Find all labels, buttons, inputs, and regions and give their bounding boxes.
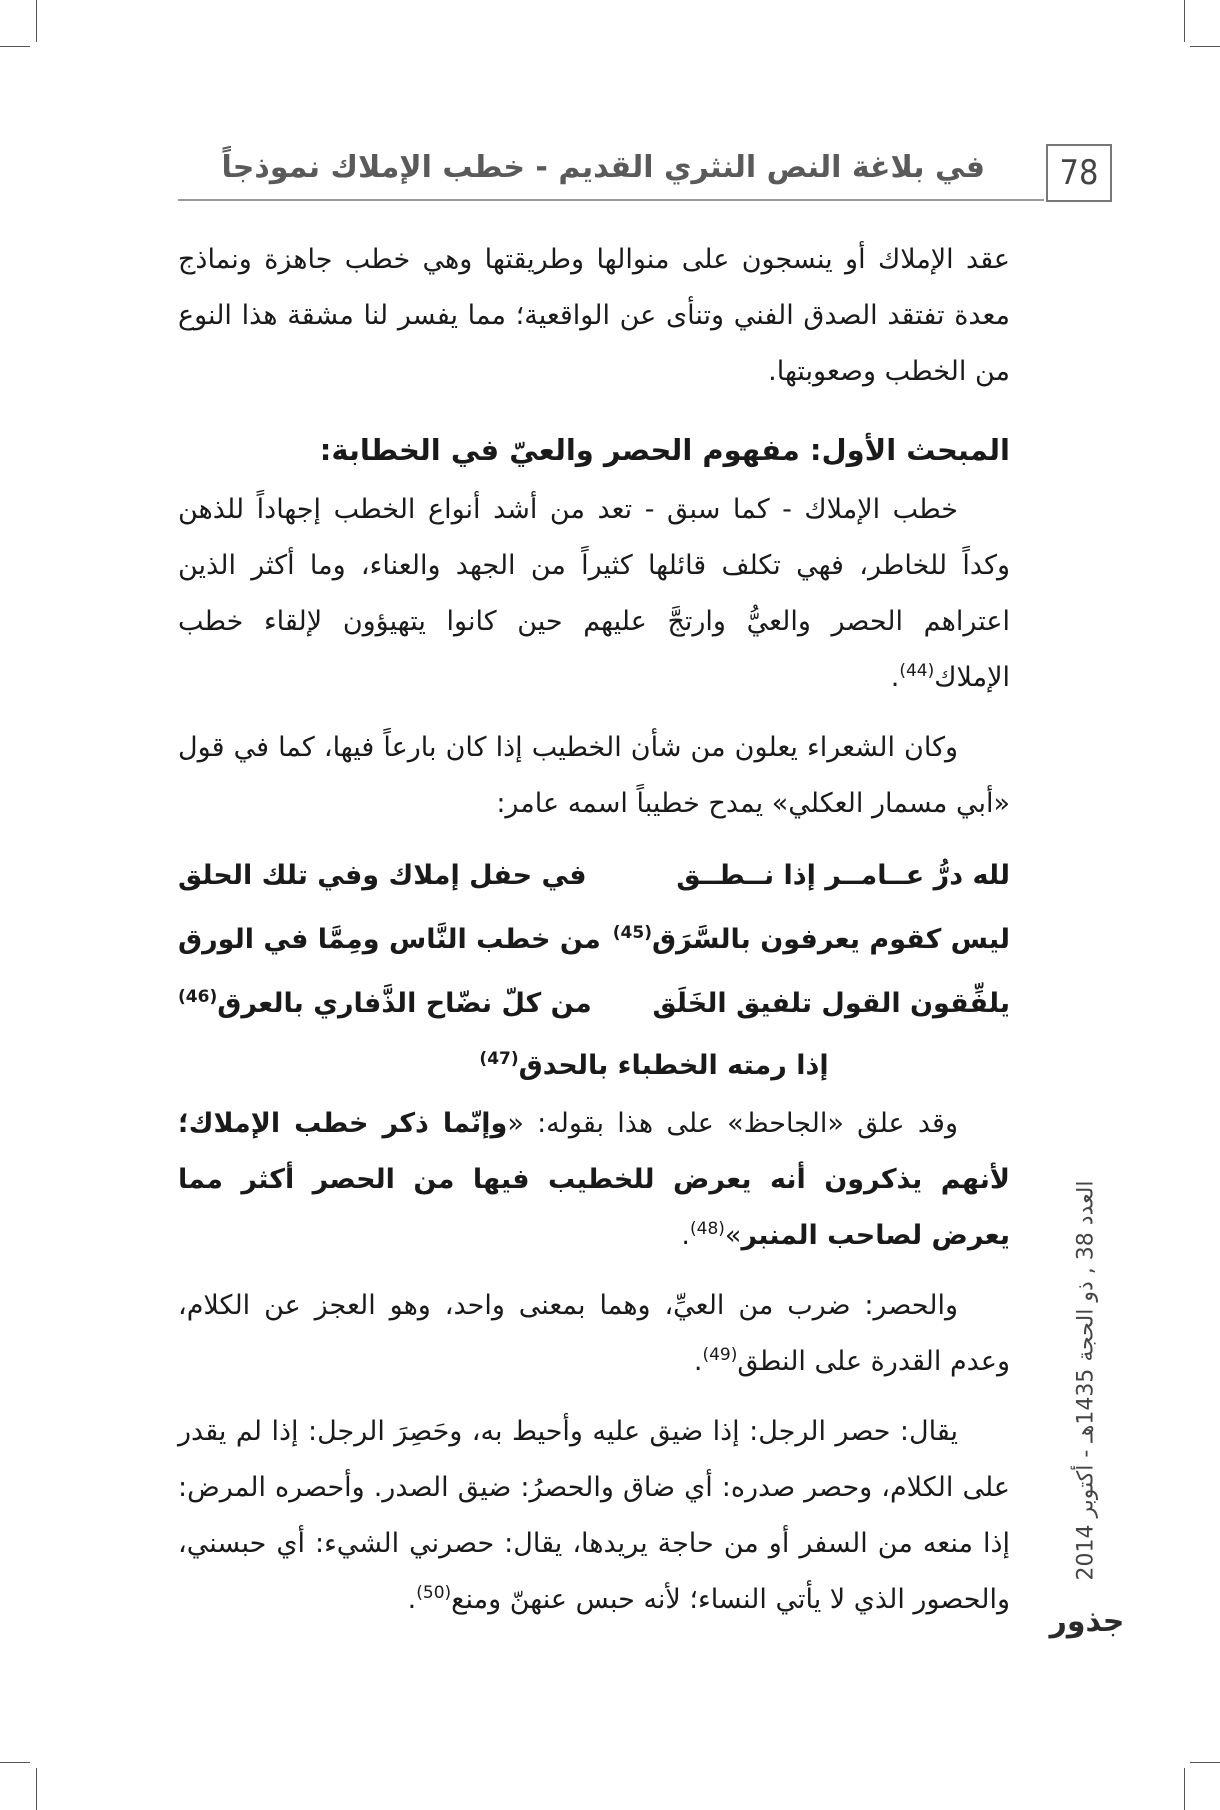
article-body xyxy=(178,232,1010,1628)
footnote-ref-49: (49) xyxy=(702,1345,738,1365)
page-number xyxy=(1046,144,1112,202)
paragraph-3-text: وكان الشعراء يعلون من شأن الخطيب إذا كان بارعاً فيها، كما في قول «أبي مسمار العكلي» يمدح خطيباً اسمه عامر: xyxy=(178,732,1010,819)
verse-hemistich: إذا رمته الخطباء بالحدق xyxy=(518,1050,829,1081)
paragraph-4-intro: وقد علق «الجاحظ» على هذا بقوله: « xyxy=(507,1108,958,1139)
period: . xyxy=(681,1220,690,1251)
verse-hemistich: لله درُّ عــامــر إذا نــطــق xyxy=(676,860,1010,891)
running-header: في بلاغة النص النثري القديم - خطب الإملاك نموذجاً xyxy=(221,150,985,185)
paragraph-2 xyxy=(178,482,1010,706)
issue-caption-text: العدد 38 , ذو الحجة 1435هـ - أكتوبر 2014 xyxy=(1073,1179,1099,1581)
quotation-bold: وإنّما ذكر خطب الإملاك؛ لأنهم يذكرون أنه يعرض للخطيب فيها من الحصر أكثر مما يعرض لصاحب المنبر xyxy=(178,1108,1010,1251)
footnote-ref-48: (48) xyxy=(689,1219,725,1239)
footnote-ref-47: (47) xyxy=(479,1049,519,1069)
verse-hemistich xyxy=(613,908,1010,972)
issue-caption xyxy=(1066,1120,1106,1640)
period: . xyxy=(890,662,900,693)
paragraph-4 xyxy=(178,1096,1010,1264)
crop-mark xyxy=(1190,46,1220,47)
verse-hemistich xyxy=(178,972,592,1036)
verse-line-2 xyxy=(178,908,1010,972)
section-heading: المبحث الأول: مفهوم الحصر والعيّ في الخطابة: xyxy=(319,433,1010,467)
paragraph-5 xyxy=(178,1278,1010,1390)
footnote-ref-44: (44) xyxy=(899,661,935,681)
crop-mark xyxy=(1184,0,1185,42)
header-rule xyxy=(178,199,1044,201)
verse-hemistich: في حفل إملاك وفي تلك الحلق xyxy=(178,860,587,891)
paragraph-1-text: عقد الإملاك أو ينسجون على منوالها وطريقتها وهي خطب جاهزة ونماذج معدة تفتقد الصدق الفني وتنأى عن الواقعية؛ مما يفسر لنا مشقة هذا النوع من الخطب وصعوبتها. xyxy=(178,244,1010,387)
period: . xyxy=(407,1584,417,1615)
verse-hemistich-text: من كلّ نضّاح الذَّفاري بالعرق xyxy=(217,988,592,1019)
crop-mark xyxy=(1184,1768,1185,1810)
poem xyxy=(178,844,1010,1096)
quote-close: » xyxy=(724,1220,742,1251)
paragraph-1 xyxy=(178,232,1010,400)
verse-line-3 xyxy=(178,972,1010,1036)
crop-mark xyxy=(36,1768,37,1810)
verse-hemistich-text: ليس كقوم يعرفون بالسَّرَق xyxy=(651,924,1010,955)
footnote-ref-45: (45) xyxy=(612,923,652,943)
verse-line-1 xyxy=(178,844,1010,908)
paragraph-6 xyxy=(178,1404,1010,1628)
paragraph-2-text: خطب الإملاك - كما سبق - تعد من أشد أنواع الخطب إجهاداً للذهن وكداً للخاطر، فهي تكلف قائلها كثيراً من الجهد والعناء، وما أكثر الذين اعتراهم الحصر والعيُّ وارتجَّ عليهم حين كانوا يتهيؤون لإلقاء خطب الإملاك xyxy=(178,494,1010,693)
page-number-text: 78 xyxy=(1059,153,1099,193)
paragraph-3 xyxy=(178,720,1010,832)
journal-logo: جذور xyxy=(1049,1603,1125,1639)
crop-mark xyxy=(36,0,37,42)
verse-hemistich: يلفِّقون القول تلفيق الخَلَق xyxy=(652,988,1010,1019)
verse-hemistich: من خطب النَّاس ومِمَّا في الورق xyxy=(178,924,601,955)
footnote-ref-46: (46) xyxy=(178,987,218,1007)
footnote-ref-50: (50) xyxy=(416,1583,452,1603)
verse-line-4 xyxy=(178,1036,1010,1096)
crop-mark xyxy=(0,1762,30,1763)
paragraph-6-text: يقال: حصر الرجل: إذا ضيق عليه وأحيط به، وحَصِرَ الرجل: إذا لم يقدر على الكلام، وحصر صدره: أي ضاق والحصرُ: ضيق الصدر. وأحصره المرض: إذا منعه من السفر أو من حاجة يريدها، يقال: حصرني الشيء: أي حبسني، والحصور الذي لا يأتي النساء؛ لأنه حبس عنهنّ ومنع xyxy=(178,1416,1010,1615)
crop-mark xyxy=(0,46,30,47)
crop-mark xyxy=(1190,1762,1220,1763)
period: . xyxy=(693,1346,703,1377)
paragraph-5-text: والحصر: ضرب من العيِّ، وهما بمعنى واحد، وهو العجز عن الكلام، وعدم القدرة على النطق xyxy=(178,1290,1010,1377)
